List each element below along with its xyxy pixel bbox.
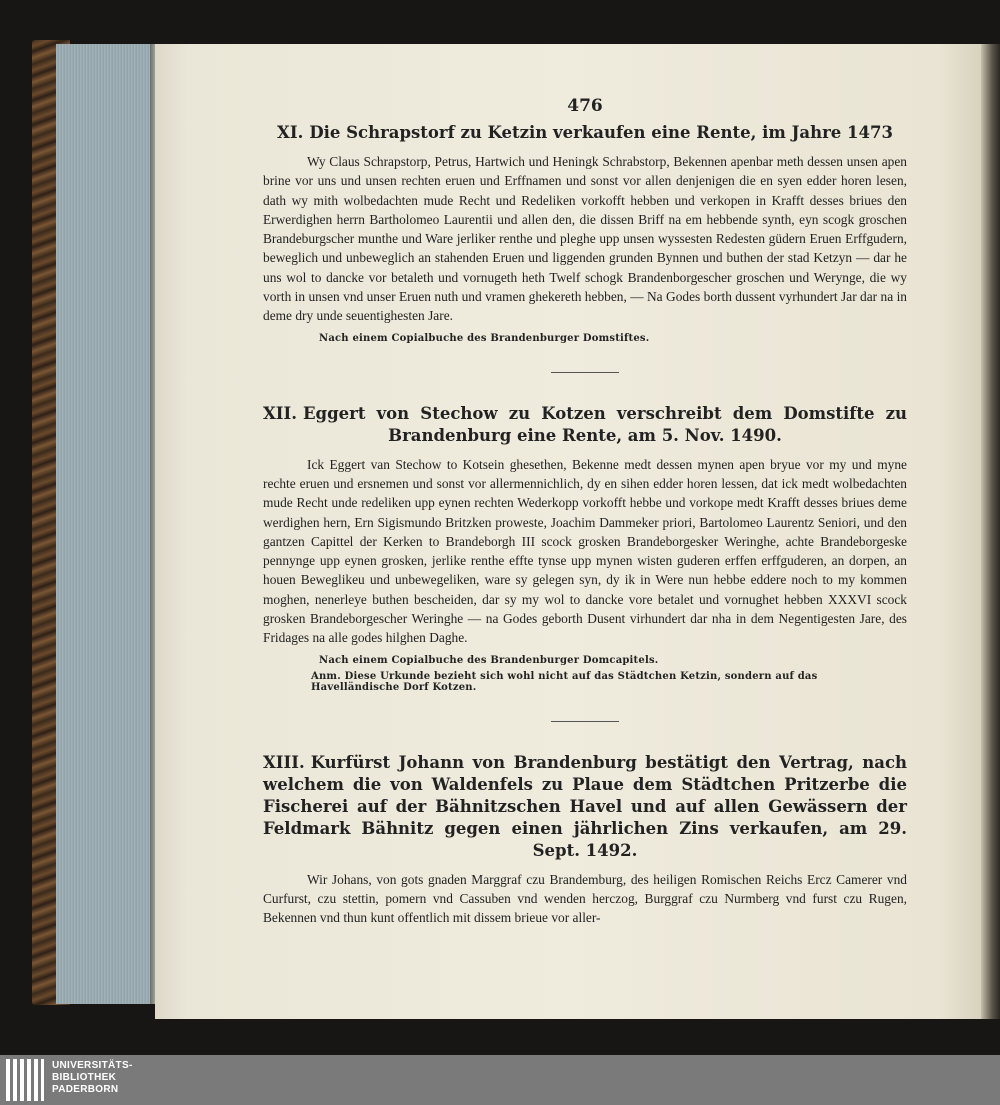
section-note-xii: Anm. Diese Urkunde bezieht sich wohl nicht auf das Städtchen Ketzin, sondern auf das Havelländische Dorf Kotzen. <box>311 670 818 693</box>
section-numeral: XIII. <box>263 752 305 772</box>
section-heading-xii <box>263 403 907 447</box>
book-right-edge <box>980 44 1000 1019</box>
library-logo-icon <box>6 1059 44 1101</box>
section-numeral: XII. <box>263 403 297 423</box>
section-title: Kurfürst Johann von Brandenburg bestätigt den Vertrag, nach welchem die von Waldenfels zu Plaue dem Städtchen Pritzerbe die Fischerei auf der Bähnitzschen Havel und auf allen Gewässern der Feldmark Bähnitz gegen einen jährlichen Zins verkaufen, am 29. Sept. 1492. <box>263 752 907 860</box>
section-divider <box>551 372 619 373</box>
section-title: Eggert von Stechow zu Kotzen verschreibt dem Domstifte zu Brandenburg eine Rente, am 5. Nov. 1490. <box>302 403 907 445</box>
library-name-line1: UNIVERSITÄTS- <box>52 1060 133 1071</box>
section-source-xi: Nach einem Copialbuche des Brandenburger Domstiftes. <box>319 332 650 344</box>
section-body-xiii: Wir Johans, von gots gnaden Marggraf czu Brandemburg, des heiligen Romischen Reichs Ercz Camerer vnd Curfurst, czu stettin, pomern vnd Cassuben vnd wenden herczog, Burggraf czu Nurmberg vnd furst czu Rugen, Bekennen vnd thun kunt offentlich mit dissem brieue vor aller- <box>263 871 907 926</box>
library-footer <box>0 1055 1000 1105</box>
page-edges <box>56 44 156 1004</box>
library-name-line2: BIBLIOTHEK <box>52 1072 117 1083</box>
section-body-xi: Wy Claus Schrapstorp, Petrus, Hartwich und Heningk Schrabstorp, Bekennen apenbar meth dessen unsen apen brine vor uns und unsen rechten eruen und Erffnamen und sonst vor allen denjenigen die en syen edder horen lesen, dath wy mith wolbedachten mude Recht und Redeliken vorkofft hebben und verkopen in Krafft desses briues den Erwerdighen herrn Bartholomeo Laurentii und allen den, die dissen Briff na em hebbende synth, eyn scogk groschen Brandeburgscher munthe und Ware jerliker renthe und pleghe upp unsen wyssesten Redesten güdern Eruen Erffgudern, beweglich und unbeweglich an stahenden Eruen und liggenden grunden Bynnen und buthen der stad Ketzyn — dar he uns wol to dancke vor betaleth und vornugeth heth Twelf schogk Brandenborgescher groschen und Werynge, die wy vorth in unsen vnd unser Eruen nuth und vramen ghekereth hebben, — Na Godes borth dussent vyrhundert Jar dar na in deme dry unde seuentighesten Jare. <box>263 154 907 324</box>
library-name-line3: PADERBORN <box>52 1084 119 1095</box>
section-heading-xi <box>263 122 907 144</box>
section-numeral: XI. <box>277 123 304 142</box>
section-heading-xiii <box>263 752 907 862</box>
section-body-xii: Ick Eggert van Stechow to Kotsein ghesethen, Bekenne medt dessen mynen apen bryue vor my und myne rechte eruen und ersnemen und sonst vor allermennichlich, dy en sihen edder horen lessen, dat ick medt wolbedachten mude Recht unde redeliken upp eynen rechten Wederkopp vorkofft hebbe und vorkope medt Krafft desses briues deme werdighen hern, Ern Sigismundo Britzken proweste, Joachim Dammeker priori, Bartolomeo Laurentz Seniori, und den gantzen Capittel der Kerken to Brandeborgh III scock grosken Brandeborgesker Weringhe, achte Brandeborgeske pennynge upp eynen grosken, jerlike renthe effte tynse upp mynen wisten guderen erffen erffguderen, an dorpen, an houen Beweglikeu und unbewegeliken, ware sy gelegen syn, dy ik in Were nun hebbe eddere noch to my kommen moghen, nenerleye buthen bescheiden, dar sy my wol to dancke vore betalet und vornughet hebben XXXVI scock grosken Brandeborgescher Weringhe — na Godes geborth Dusent virhundert dar nha in dem Negentigesten Jare, des Fridages na alle godes hilghen Daghe. <box>263 456 907 646</box>
section-divider <box>551 721 619 722</box>
section-title: Die Schrapstorf zu Ketzin verkaufen eine Rente, im Jahre 1473 <box>309 123 893 142</box>
page-content <box>263 96 907 928</box>
section-source-xii: Nach einem Copialbuche des Brandenburger Domcapitels. <box>319 654 659 666</box>
book-page <box>155 44 981 1019</box>
page-number: 476 <box>567 96 603 116</box>
